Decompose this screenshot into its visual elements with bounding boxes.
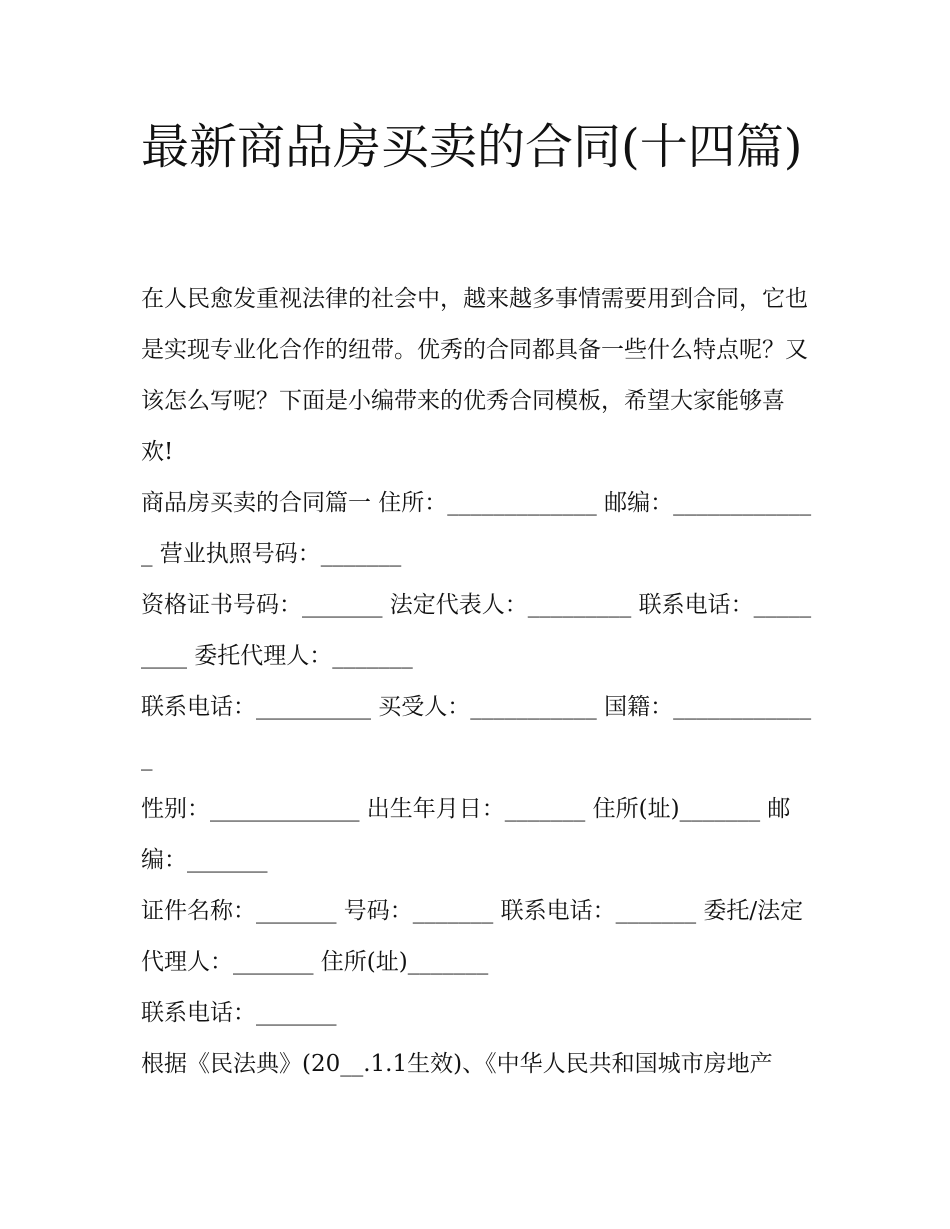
intro-paragraph: 在人民愈发重视法律的社会中，越来越多事情需要用到合同，它也是实现专业化合作的纽带。优秀的合同都具备一些什么特点呢？又该怎么写呢？下面是小编带来的优秀合同模板，希望大家能够喜欢! xyxy=(141,286,808,465)
agent-contact-line: 联系电话：_______ xyxy=(141,1000,337,1026)
seller-address-line: 商品房买卖的合同篇一 住所：_____________ 邮编：_____________ 营业执照号码：_______ xyxy=(141,490,812,567)
seller-license-line: 资格证书号码：_______ 法定代表人：_________ 联系电话：_________ 委托代理人：_______ xyxy=(141,592,812,669)
legal-basis-line: 根据《民法典》(20__.1.1生效)、《中华人民共和国城市房地产 xyxy=(141,1051,773,1077)
buyer-personal-line: 性别：_____________ 出生年月日：_______ 住所(址)_______ 邮编：_______ xyxy=(141,796,791,873)
document-body xyxy=(141,274,817,1090)
buyer-id-line: 证件名称：_______ 号码：_______ 联系电话：_______ 委托/法定代理人：_______ 住所(址)_______ xyxy=(141,898,804,975)
document-title: 最新商品房买卖的合同(十四篇) xyxy=(141,119,803,175)
buyer-contact-line: 联系电话：__________ 买受人：___________ 国籍：_____________ xyxy=(141,694,812,771)
